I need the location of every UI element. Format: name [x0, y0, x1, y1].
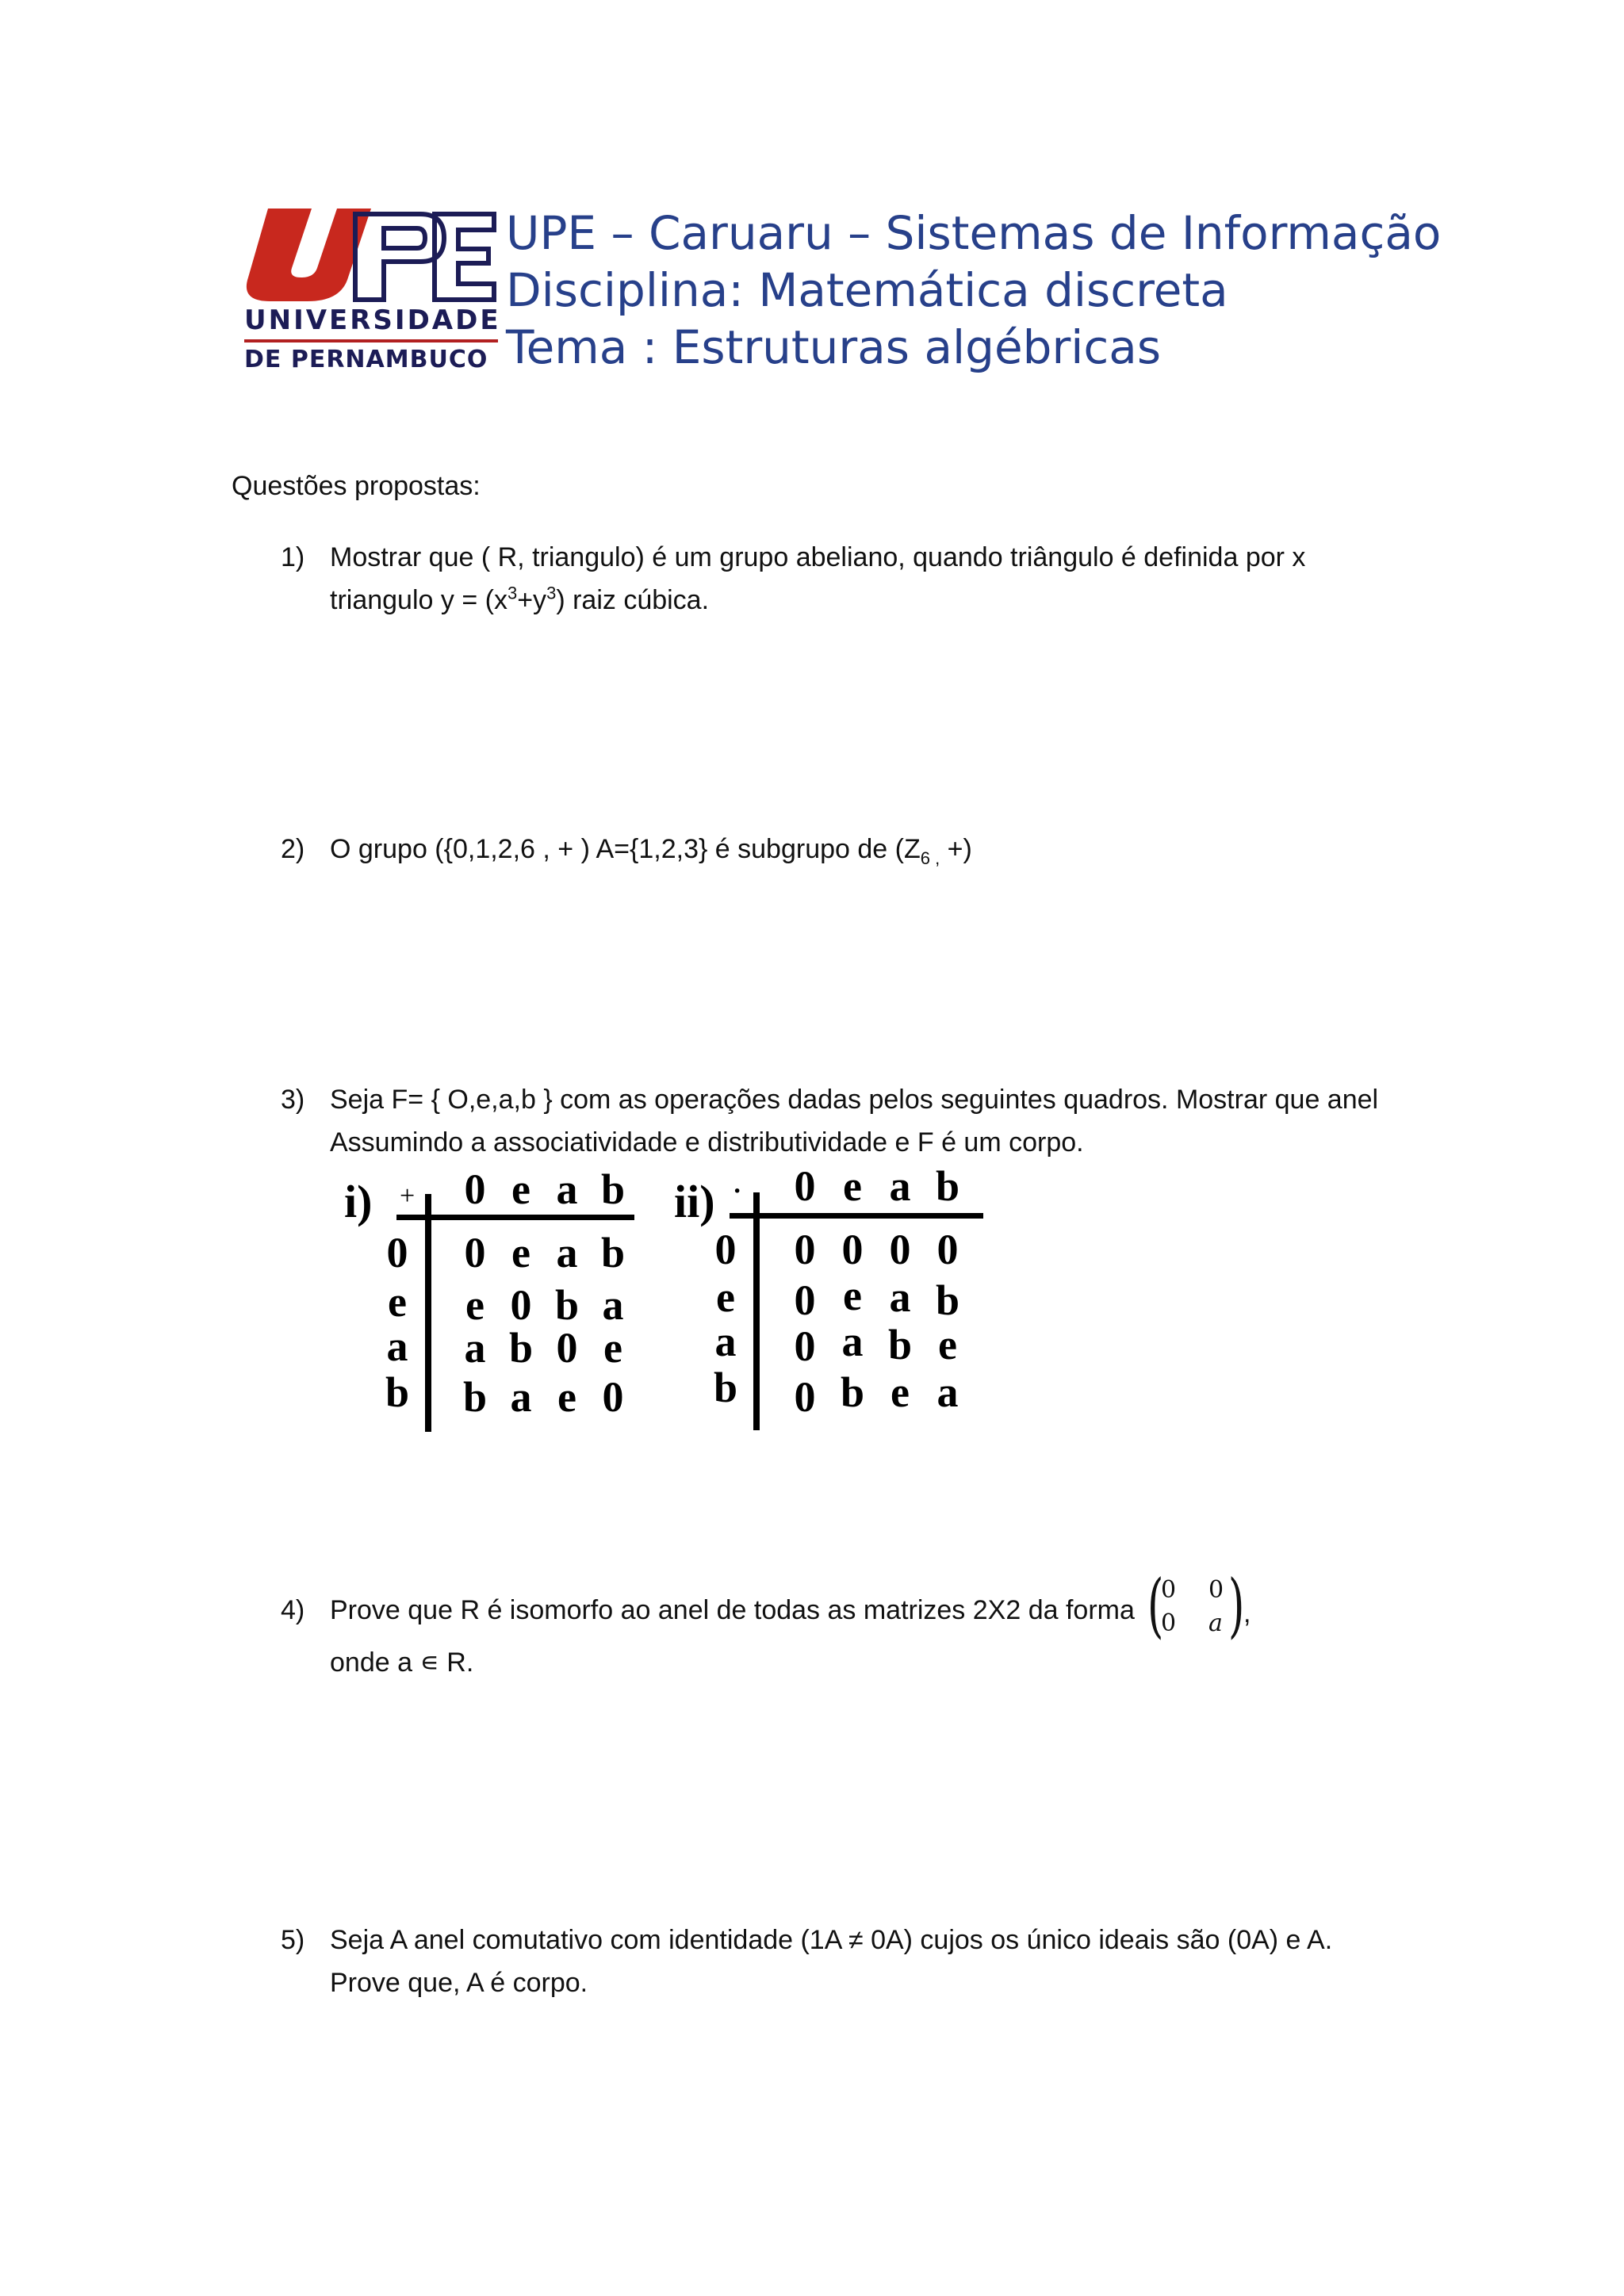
- table-column-rule: [425, 1194, 431, 1432]
- operation-tables: [333, 1162, 991, 1435]
- text-fragment: O grupo ({0,1,2,6 , + ) A={1,2,3} é subgrupo de (Z: [330, 834, 921, 864]
- question-text: [330, 1919, 1332, 2004]
- upe-logo-mark: [236, 205, 498, 304]
- superscript: 3: [546, 583, 557, 603]
- table-cell: 0: [794, 1322, 816, 1370]
- header-discipline: Disciplina: Matemática discreta: [506, 263, 1228, 317]
- table-operator: ·: [733, 1177, 742, 1206]
- section-title: Questões propostas:: [232, 471, 481, 501]
- row-head: a: [386, 1322, 408, 1370]
- table-cell: a: [841, 1318, 864, 1365]
- header-cell: a: [889, 1162, 911, 1210]
- table-cell: 0: [794, 1226, 816, 1273]
- table-cell: e: [557, 1373, 576, 1421]
- table-header-rule: [396, 1215, 634, 1220]
- subscript: 6 ,: [920, 848, 940, 868]
- table-cell: 0: [936, 1226, 959, 1273]
- question-number: 5): [281, 1925, 305, 1955]
- table-cell: 0: [602, 1373, 624, 1421]
- table-cell: b: [600, 1229, 626, 1276]
- table-cell: a: [510, 1373, 532, 1421]
- header-cell: b: [935, 1162, 960, 1210]
- question-line: Prove que R é isomorfo ao anel de todas as matrizes 2X2 da forma: [330, 1595, 1135, 1625]
- table-operator: +: [400, 1181, 416, 1211]
- question-line: [330, 579, 1305, 622]
- table-cell: a: [602, 1281, 624, 1329]
- text-fragment: +): [940, 834, 972, 864]
- table-cell: a: [464, 1324, 486, 1372]
- table-cell: 0: [794, 1276, 816, 1324]
- header-cell: e: [843, 1162, 862, 1210]
- header-cell: e: [511, 1165, 530, 1213]
- logo-text-pernambuco: DE PERNAMBUCO: [244, 339, 498, 373]
- question-number: 4): [281, 1595, 305, 1625]
- matrix-entry: 0: [1161, 1576, 1177, 1604]
- table-cell: 0: [794, 1373, 816, 1421]
- table-cell: b: [554, 1281, 580, 1329]
- upe-logo: [236, 205, 501, 375]
- text-fragment: +y: [517, 585, 547, 615]
- table-cell: 0: [556, 1324, 578, 1372]
- table-cell: e: [511, 1229, 530, 1276]
- header-cell: b: [600, 1165, 626, 1213]
- table-cell: e: [938, 1321, 957, 1368]
- table-column-rule: [753, 1192, 760, 1430]
- table-cell: a: [556, 1229, 578, 1276]
- question-line: Seja A anel comutativo com identidade (1A ≠ 0A) cujos os único ideais são (0A) e A.: [330, 1925, 1333, 1955]
- table-cell: b: [840, 1368, 865, 1416]
- question-line: Prove que, A é corpo.: [330, 1968, 588, 1998]
- table-cell: b: [887, 1321, 913, 1368]
- table-cell: a: [936, 1368, 959, 1416]
- table-cell: e: [465, 1281, 485, 1329]
- table-cell: e: [603, 1324, 622, 1372]
- text-fragment: triangulo y = (x: [330, 585, 508, 615]
- table-cell: 0: [841, 1226, 864, 1273]
- row-head: b: [713, 1364, 738, 1411]
- multiplication-table: [674, 1162, 991, 1435]
- matrix-trailing-comma: ,: [1243, 1598, 1251, 1628]
- row-head: 0: [386, 1229, 408, 1276]
- header: [236, 205, 1442, 379]
- matrix-right-paren: ): [1228, 1564, 1245, 1646]
- matrix-left-paren: (: [1147, 1564, 1164, 1646]
- question-line: onde a ∊ R.: [330, 1647, 474, 1678]
- matrix-entry: 0: [1161, 1609, 1177, 1637]
- matrix-entry: a: [1208, 1609, 1223, 1637]
- addition-table: [333, 1165, 658, 1435]
- header-topic: Tema : Estruturas algébricas: [506, 320, 1162, 374]
- table-cell: 0: [510, 1281, 532, 1329]
- question-line: Assumindo a associatividade e distributividade e F é um corpo.: [330, 1127, 1084, 1158]
- header-cell: 0: [794, 1162, 816, 1210]
- table-label: i): [344, 1176, 373, 1227]
- question-line: Seja F= { O,e,a,b } com as operações dadas pelos seguintes quadros. Mostrar que anel: [330, 1085, 1379, 1115]
- table-cell: a: [889, 1273, 911, 1321]
- table-cell: 0: [889, 1226, 911, 1273]
- matrix-2x2: [1147, 1564, 1251, 1646]
- header-institution: UPE – Caruaru – Sistemas de Informação: [506, 206, 1442, 260]
- table-cell: e: [891, 1368, 910, 1416]
- text-fragment: ) raiz cúbica.: [556, 585, 710, 615]
- question-number: 3): [281, 1085, 305, 1115]
- table-cell: e: [843, 1272, 862, 1319]
- row-head: a: [714, 1318, 737, 1365]
- row-head: 0: [714, 1226, 737, 1273]
- question-number: 1): [281, 542, 305, 572]
- header-cell: 0: [464, 1165, 486, 1213]
- question-text: [330, 1078, 1378, 1164]
- table-label: ii): [674, 1176, 715, 1227]
- table-cell: 0: [464, 1229, 486, 1276]
- question-text: [330, 536, 1305, 622]
- table-header-rule: [730, 1213, 983, 1219]
- matrix-entry: 0: [1208, 1576, 1224, 1604]
- row-head: e: [388, 1278, 407, 1326]
- question-text: [330, 828, 972, 871]
- table-cell: b: [462, 1373, 488, 1421]
- header-cell: a: [556, 1165, 578, 1213]
- table-cell: b: [508, 1324, 534, 1372]
- question-line: Mostrar que ( R, triangulo) é um grupo abeliano, quando triângulo é definida por x: [330, 542, 1306, 572]
- question-text: [330, 1589, 1135, 1632]
- row-head: e: [716, 1273, 735, 1321]
- header-title-block: [506, 205, 1441, 376]
- question-number: 2): [281, 834, 305, 864]
- table-cell: b: [935, 1276, 960, 1324]
- logo-text-universidade: UNIVERSIDADE: [244, 304, 501, 336]
- row-head: b: [385, 1368, 410, 1416]
- superscript: 3: [507, 583, 518, 603]
